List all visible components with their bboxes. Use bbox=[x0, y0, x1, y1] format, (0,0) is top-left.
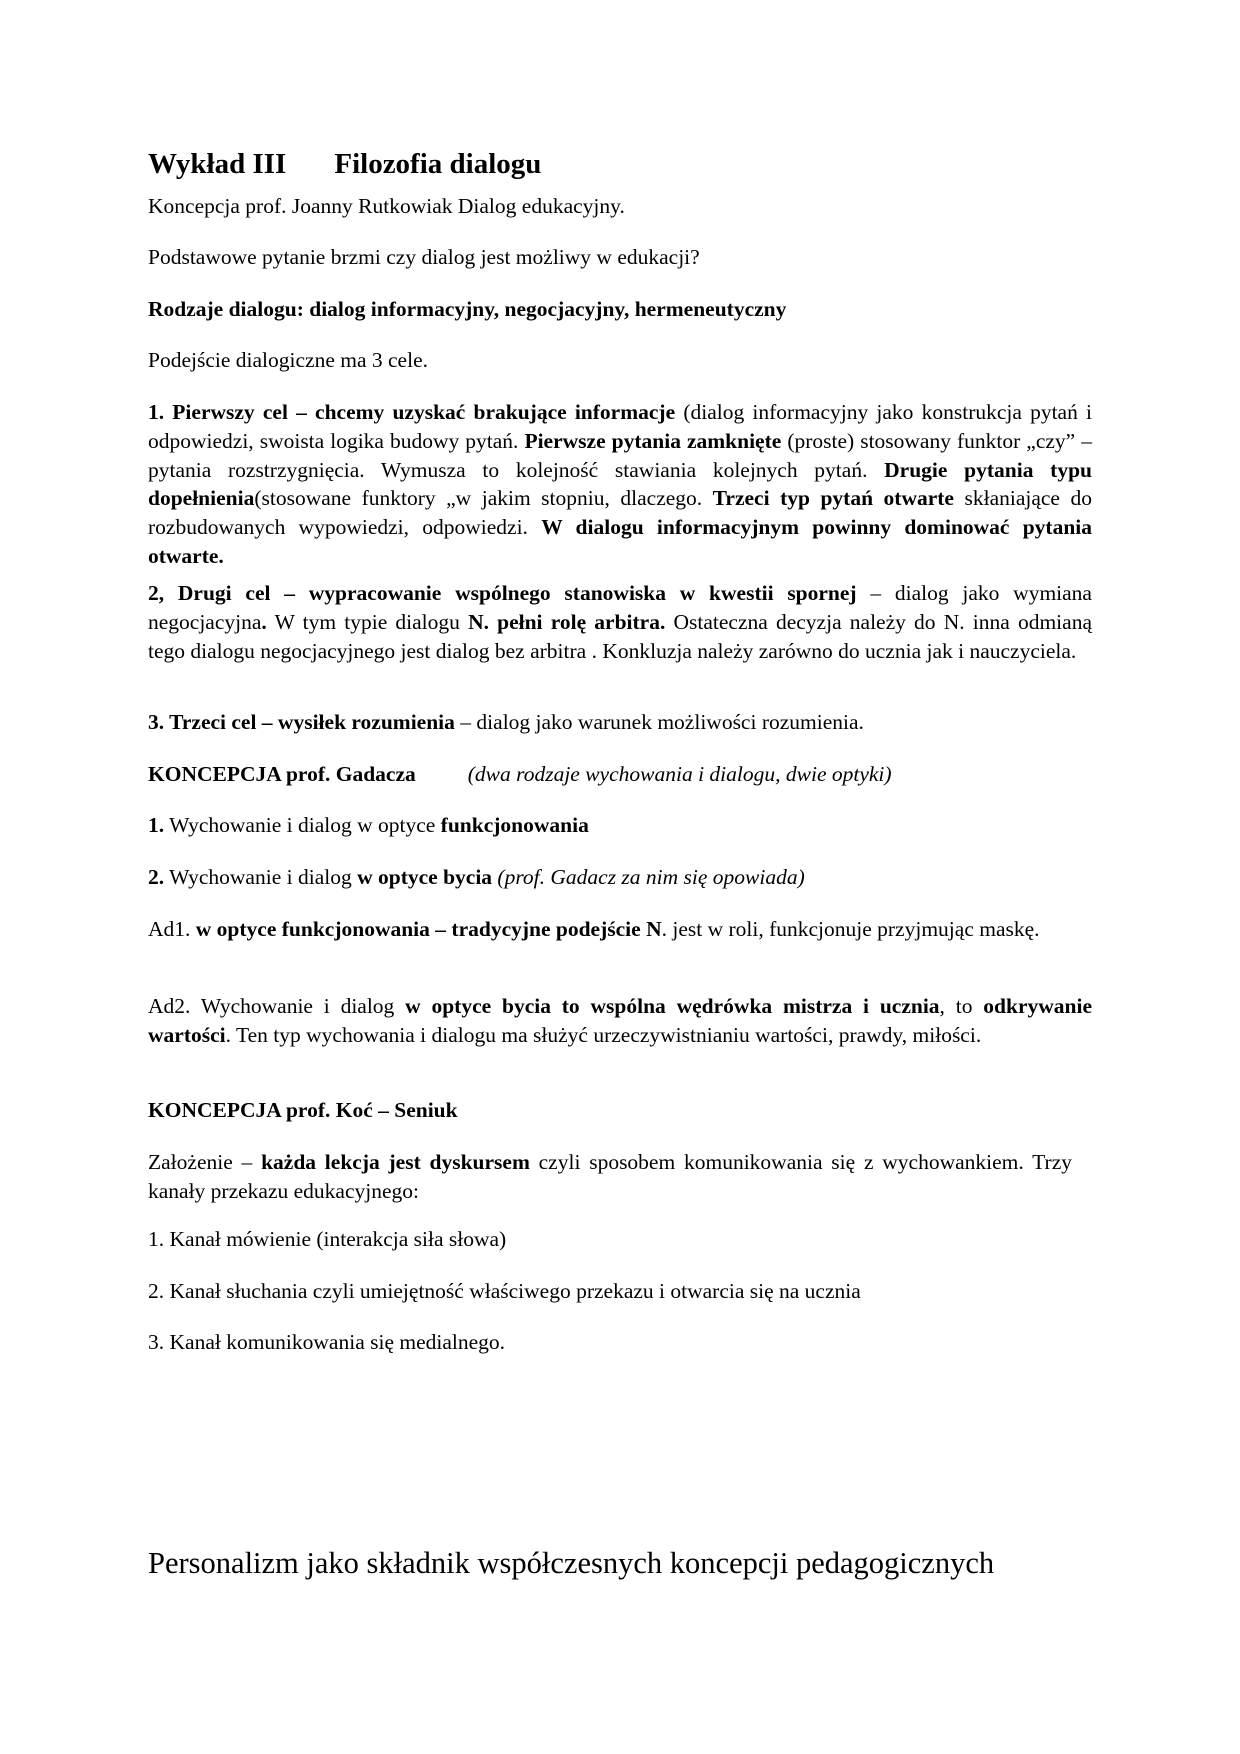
bold-run: w optyce bycia bbox=[357, 865, 493, 889]
gadacz-heading-line bbox=[148, 760, 1092, 789]
lecture-number: Wykład III bbox=[148, 148, 287, 180]
text-run: Wychowanie i dialog bbox=[164, 865, 358, 889]
bold-run: w optyce funkcjonowania – tradycyjne podejście N bbox=[195, 917, 662, 941]
goal-2-paragraph bbox=[148, 579, 1092, 665]
text-run: (dialog informacyjny jako konstrukcja pytań i odpowiedzi, swoista logika budowy pytań. bbox=[148, 400, 1093, 453]
text-run: Ostateczna decyzja należy do N. inna odmianą tego dialogu negocjacyjnego jest dialog bez arbitra . Konkluzja należy zarówno do ucznia jak i nauczyciela. bbox=[148, 609, 1092, 663]
dialog-types-heading: Rodzaje dialogu: dialog informacyjny, negocjacyjny, hermeneutyczny bbox=[148, 297, 787, 321]
bold-run: . bbox=[261, 609, 267, 634]
text-run: Ad1. bbox=[148, 917, 196, 941]
lecture-title bbox=[148, 148, 541, 181]
bold-run: Pierwsze pytania zamknięte bbox=[524, 428, 782, 453]
channel-item-1: 1. Kanał mówienie (interakcja siła słowa) bbox=[148, 1227, 507, 1251]
item-number: 1. bbox=[148, 813, 165, 837]
goal-3-heading: 3. Trzeci cel – wysiłek rozumienia bbox=[148, 710, 455, 734]
bold-run: N. pełni rolę arbitra. bbox=[468, 609, 666, 634]
italic-run: (prof. Gadacz za nim się opowiada) bbox=[492, 865, 805, 889]
text-run: – dialog jako warunek możliwości rozumienia. bbox=[454, 710, 864, 734]
channel-item-2: 2. Kanał słuchania czyli umiejętność właściwego przekazu i otwarcia się na ucznia bbox=[148, 1279, 861, 1303]
channel-item-3: 3. Kanał komunikowania się medialnego. bbox=[148, 1330, 506, 1354]
item-number: 2. bbox=[148, 865, 165, 889]
goal-3-paragraph bbox=[148, 708, 1092, 737]
goals-intro: Podejście dialogiczne ma 3 cele. bbox=[148, 348, 428, 372]
bold-run: funkcjonowania bbox=[440, 813, 589, 837]
text-run: W tym typie dialogu bbox=[266, 609, 469, 634]
personalism-heading: Personalizm jako składnik współczesnych koncepcji pedagogicznych bbox=[148, 1546, 995, 1580]
text-run: skłaniające do rozbudowanych wypowiedzi, odpowiedzi. bbox=[148, 486, 1092, 540]
koc-assumption bbox=[148, 1148, 1072, 1206]
goal-2-heading: 2, Drugi cel – wypracowanie wspólnego stanowiska w kwestii spornej bbox=[148, 581, 857, 605]
gadacz-ad2 bbox=[148, 992, 1092, 1050]
bold-run: W dialogu informacyjnym powinny dominować pytania otwarte. bbox=[148, 515, 1093, 568]
bold-run: każda lekcja jest dyskursem bbox=[261, 1150, 530, 1174]
text-run: Założenie – bbox=[148, 1150, 262, 1174]
text-run: (stosowane funktory „w jakim stopniu, dlaczego. bbox=[254, 486, 713, 511]
gadacz-heading: KONCEPCJA prof. Gadacza bbox=[148, 762, 416, 786]
goal-1-heading: 1. Pierwszy cel – chcemy uzyskać brakujące informacje bbox=[148, 400, 676, 424]
bold-run: w optyce bycia to wspólna wędrówka mistrza i ucznia bbox=[405, 994, 940, 1018]
gadacz-item-2 bbox=[148, 863, 1092, 892]
lecture-topic: Filozofia dialogu bbox=[334, 148, 542, 180]
text-run: Wychowanie i dialog w optyce bbox=[164, 813, 441, 837]
text-run: , to bbox=[939, 994, 984, 1018]
goal-1-paragraph bbox=[148, 398, 1092, 571]
gadacz-ad1 bbox=[148, 915, 1092, 944]
koc-seniuk-heading: KONCEPCJA prof. Koć – Seniuk bbox=[148, 1098, 458, 1122]
bold-run: odkrywanie wartości bbox=[148, 994, 1092, 1047]
text-run: . Ten typ wychowania i dialogu ma służyć urzeczywistnianiu wartości, prawdy, miłości. bbox=[225, 1022, 982, 1047]
gadacz-item-1 bbox=[148, 811, 1092, 840]
question-paragraph: Podstawowe pytanie brzmi czy dialog jest możliwy w edukacji? bbox=[148, 245, 700, 269]
gadacz-note: (dwa rodzaje wychowania i dialogu, dwie optyki) bbox=[467, 762, 892, 786]
text-run: (proste) stosowany funktor „czy” – pytania rozstrzygnięcia. Wymusza to kolejność stawiania kolejnych pytań. bbox=[148, 428, 1092, 482]
text-run: . jest w roli, funkcjonuje przyjmując maskę. bbox=[661, 917, 1040, 941]
bold-run: Drugie pytania typu dopełnienia bbox=[148, 457, 1092, 511]
text-run: – dialog jako wymiana negocjacyjna bbox=[148, 581, 1092, 634]
bold-run: Trzeci typ pytań otwarte bbox=[712, 486, 954, 511]
text-run: Ad2. Wychowanie i dialog bbox=[148, 994, 406, 1018]
text-run: czyli sposobem komunikowania się z wychowankiem. Trzy kanały przekazu edukacyjnego: bbox=[148, 1150, 1072, 1203]
intro-paragraph: Koncepcja prof. Joanny Rutkowiak Dialog edukacyjny. bbox=[148, 194, 625, 218]
